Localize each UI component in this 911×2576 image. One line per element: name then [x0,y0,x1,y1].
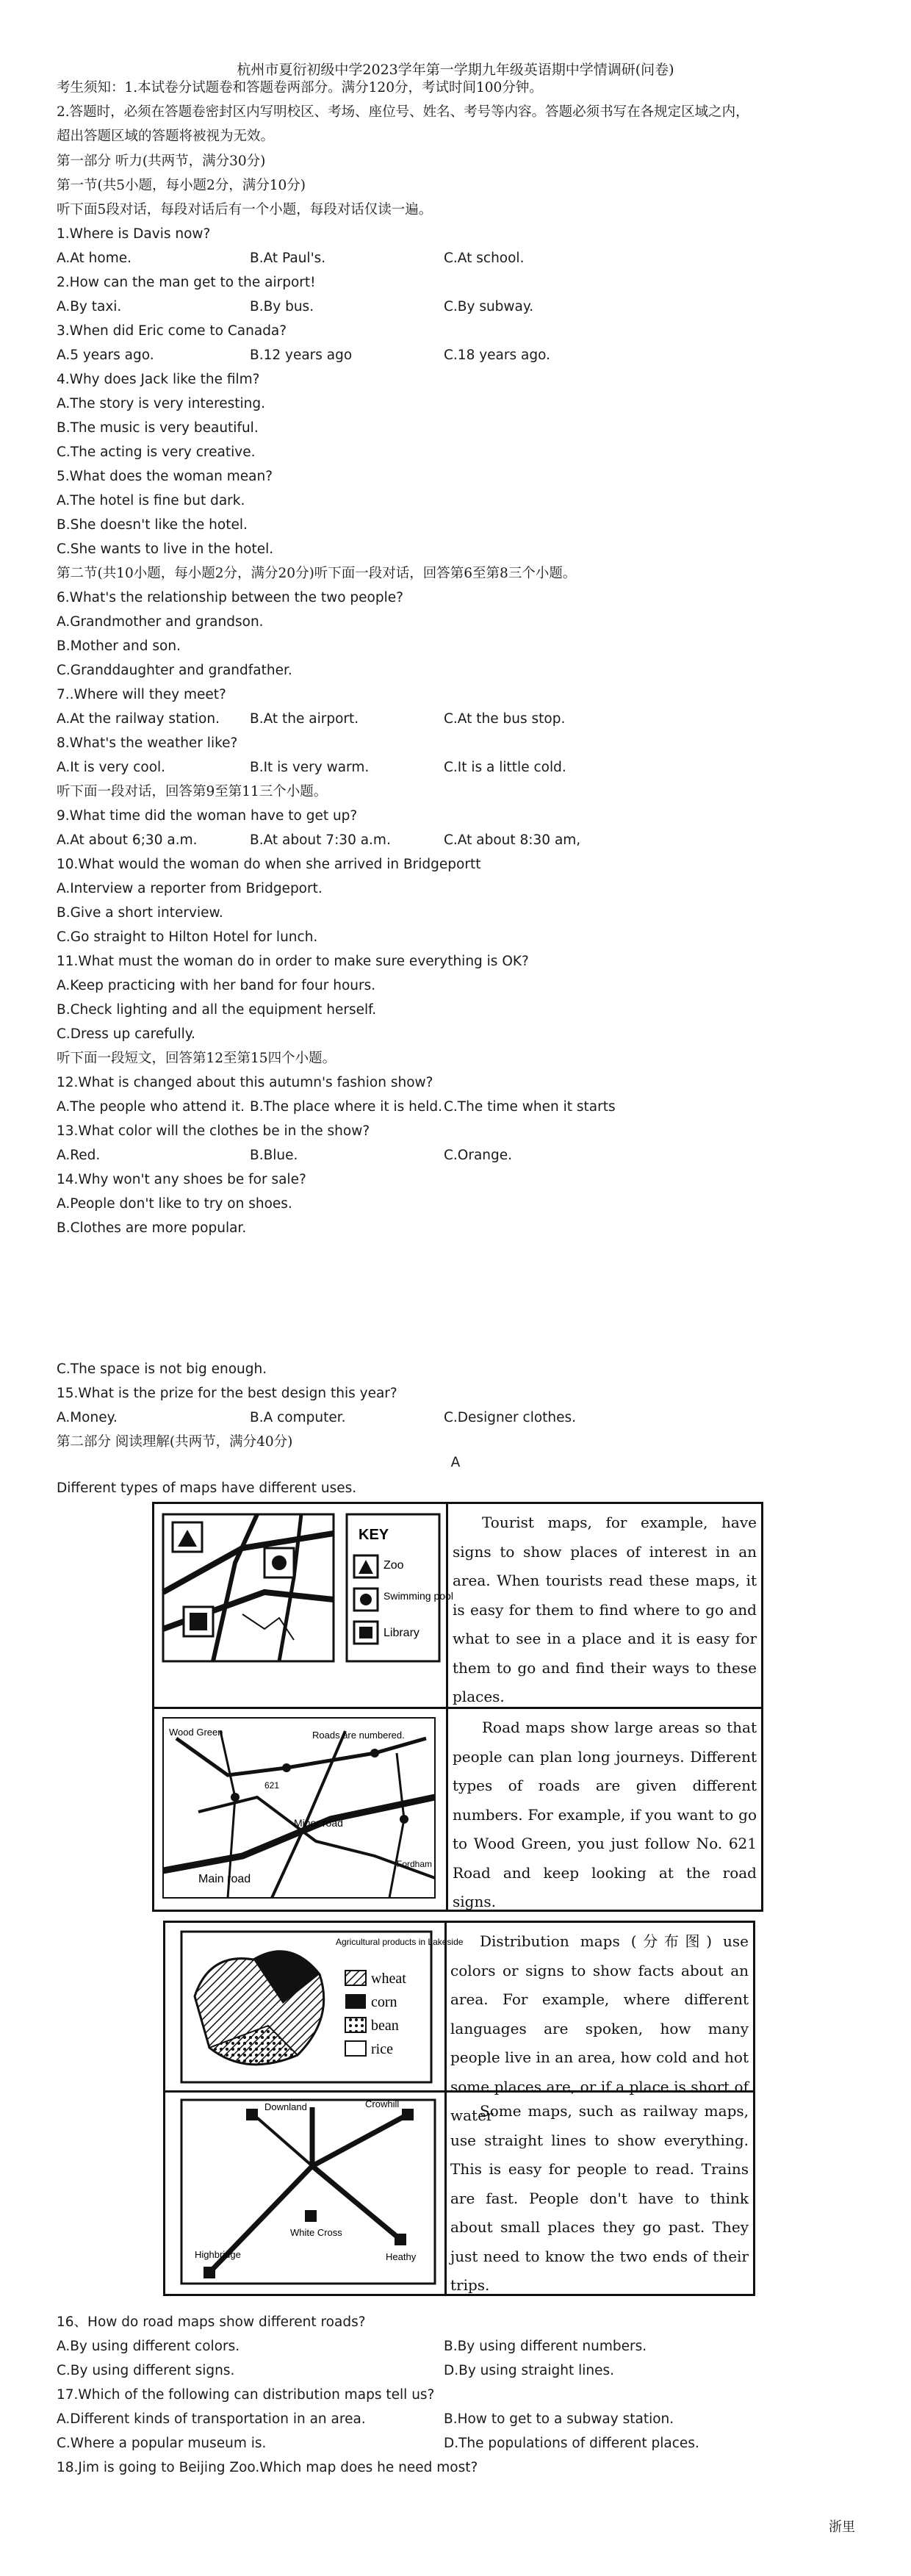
q10-option-a: A.Interview a reporter from Bridgeport. [57,881,323,896]
q15-option-b: B.A computer. [250,1410,346,1425]
tourist-map-drawing [154,1504,453,1707]
question-6: 6.What's the relationship between the two people? [57,590,403,605]
q12-option-a: A.The people who attend it. [57,1099,245,1115]
question-15: 15.What is the prize for the best design this year? [57,1386,397,1401]
q12-option-c: C.The time when it starts [444,1099,616,1115]
distribution-map-drawing [165,1923,464,2090]
part2-heading: 第二部分 阅读理解(共两节，满分40分) [57,1434,293,1450]
q11-option-b: B.Check lighting and all the equipment herself. [57,1002,377,1018]
q1-option-b: B.At Paul's. [250,251,326,266]
section2-heading: 第二节(共10小题，每小题2分，满分20分)听下面一段对话，回答第6至第8三个小题。 [57,566,577,581]
q7-option-a: A.At the railway station. [57,711,220,727]
q7-option-c: C.At the bus stop. [444,711,566,727]
part1-heading: 第一部分 听力(共两节，满分30分) [57,154,266,169]
map-key-zoo: Zoo [384,1559,404,1572]
q17-option-a: A.Different kinds of transportation in an area. [57,2411,366,2427]
question-5: 5.What does the woman mean? [57,469,273,484]
question-4: 4.Why does Jack like the film? [57,372,260,387]
label-road-number: 621 [264,1780,280,1791]
q14-option-c: C.The space is not big enough. [57,1361,267,1377]
railway-map-drawing [165,2093,444,2294]
q3-option-b: B.12 years ago [250,348,353,363]
section1-heading: 第一节(共5小题，每小题2分，满分10分) [57,178,306,193]
q2-option-a: A.By taxi. [57,299,122,314]
q2-option-c: C.By subway. [444,299,534,314]
q9-option-a: A.At about 6;30 a.m. [57,832,198,848]
map-key-pool: Swimming pool [384,1590,453,1602]
legend-bean: bean [371,2018,399,2034]
q4-option-c: C.The acting is very creative. [57,445,256,460]
q8-option-c: C.It is a little cold. [444,760,566,775]
q2-option-b: B.By bus. [250,299,314,314]
maps-panel-upper [152,1502,763,1912]
legend-rice: rice [371,2041,393,2057]
label-main-road: Main road [198,1873,251,1885]
q4-option-b: B.The music is very beautiful. [57,420,259,436]
tourist-map [154,1504,453,1707]
q12-option-b: B.The place where it is held. [250,1099,443,1115]
passage-intro: Different types of maps have different uses. [57,1481,357,1496]
label-wood-green: Wood Green [169,1727,223,1738]
q8-option-a: A.It is very cool. [57,760,166,775]
passage-label: A [450,1455,461,1470]
station-downland: Downland [264,2101,307,2112]
question-13: 13.What color will the clothes be in the show? [57,1123,370,1139]
question-12: 12.What is changed about this autumn's fashion show? [57,1075,433,1090]
road-map-text: Road maps show large areas so that people can plan long journeys. Different types of roads are given different numbers. For example, if you want to go to Wood Green, you just follow No. 621 Road and keep looking at the road signs. [453,1719,757,1910]
q17-option-c: C.Where a popular museum is. [57,2436,267,2451]
q5-option-c: C.She wants to live in the hotel. [57,542,274,557]
station-white-cross: White Cross [290,2227,342,2238]
label-roads-numbered: Roads are numbered. [312,1730,405,1741]
question-10: 10.What would the woman do when she arrived in Bridgeportt [57,857,481,872]
q11-option-c: C.Dress up carefully. [57,1026,195,1042]
question-11: 11.What must the woman do in order to make sure everything is OK? [57,954,529,969]
distribution-heading: Agricultural products in Lakeside [336,1937,464,1947]
q16-option-b: B.By using different numbers. [444,2339,647,2354]
question-9: 9.What time did the woman have to get up? [57,808,358,824]
label-fordham: Fordham [397,1859,433,1869]
railway-map [165,2093,447,2294]
exam-title: 杭州市夏衍初级中学2023学年第一学期九年级英语期中学情调研(问卷) [237,62,674,78]
q5-option-b: B.She doesn't like the hotel. [57,517,248,533]
q13-option-c: C.Orange. [444,1148,513,1163]
q13-option-a: A.Red. [57,1148,101,1163]
road-map-drawing [154,1709,446,1910]
q10-option-c: C.Go straight to Hilton Hotel for lunch. [57,929,318,945]
q16-option-d: D.By using straight lines. [444,2363,614,2378]
legend-corn: corn [371,1994,397,2010]
q1-option-a: A.At home. [57,251,132,266]
notice-line-1: 考生须知：1.本试卷分试题卷和答题卷两部分。满分120分，考试时间100分钟。 [57,80,543,96]
q17-option-b: B.How to get to a subway station. [444,2411,674,2427]
question-1: 1.Where is Davis now? [57,226,211,242]
map-key-library: Library [384,1627,420,1639]
tourist-map-text: Tourist maps, for example, have signs to show places of interest in an area. When tourists read these maps, it is easy for them to find where to go and what to see in a place and it is easy for them to go and find their ways to these places. [453,1514,757,1705]
question-2: 2.How can the man get to the airport! [57,275,316,290]
q14-option-a: A.People don't like to try on shoes. [57,1196,292,1212]
railway-map-text: Some maps, such as railway maps, use straight lines to show everything. This is easy for people to read. Trains are fast. People don't have to think about small places they go past. They just need to know the two ends of their trips. [450,2102,749,2294]
q3-option-c: C.18 years ago. [444,348,550,363]
q6-option-c: C.Granddaughter and grandfather. [57,663,292,678]
q15-option-c: C.Designer clothes. [444,1410,577,1425]
maps-panel-lower [163,1921,755,2296]
legend-wheat: wheat [371,1971,406,1987]
q5-option-a: A.The hotel is fine but dark. [57,493,245,508]
q6-option-b: B.Mother and son. [57,638,181,654]
q9-option-c: C.At about 8:30 am, [444,832,581,848]
question-18: 18.Jim is going to Beijing Zoo.Which map does he need most? [57,2460,478,2475]
question-8: 8.What's the weather like? [57,735,238,751]
question-17: 17.Which of the following can distribution maps tell us? [57,2387,435,2403]
notice-line-2: 2.答题时，必须在答题卷密封区内写明校区、考场、座位号、姓名、考号等内容。答题必须书写在各规定区域之内， [57,104,749,120]
q17-option-d: D.The populations of different places. [444,2436,699,2451]
q10-option-b: B.Give a short interview. [57,905,223,921]
label-minor-road: Minor road [294,1817,343,1829]
page-footer: 浙里 [829,2519,855,2535]
q3-option-a: A.5 years ago. [57,348,154,363]
q13-option-b: B.Blue. [250,1148,298,1163]
section1-instruction: 听下面5段对话，每段对话后有一个小题，每段对话仅读一遍。 [57,202,433,217]
map-key-label: KEY [359,1527,389,1543]
distribution-map-text: Distribution maps (分布图) use colors or signs to show facts about an area. For example, where different languages are spoken, how many people live in an area, how cold and hot some places are, or if a place is short of water [450,1932,749,2124]
station-crowhill: Crowhill [365,2098,400,2109]
instruction-9-11: 听下面一段对话，回答第9至第11三个小题。 [57,784,328,799]
q8-option-b: B.It is very warm. [250,760,370,775]
q16-option-a: A.By using different colors. [57,2339,240,2354]
q14-option-b: B.Clothes are more popular. [57,1220,247,1236]
q6-option-a: A.Grandmother and grandson. [57,614,264,630]
q4-option-a: A.The story is very interesting. [57,396,266,411]
q7-option-b: B.At the airport. [250,711,359,727]
notice-line-3: 超出答题区域的答题将被视为无效。 [57,129,275,144]
q15-option-a: A.Money. [57,1410,118,1425]
distribution-map [165,1923,464,2090]
question-16: 16、How do road maps show different roads? [57,2314,366,2330]
instruction-12-15: 听下面一段短文，回答第12至第15四个小题。 [57,1051,336,1066]
question-14: 14.Why won't any shoes be for sale? [57,1172,306,1187]
question-7: 7..Where will they meet? [57,687,226,702]
q16-option-c: C.By using different signs. [57,2363,235,2378]
station-highbridge: Highbridge [195,2249,241,2260]
question-3: 3.When did Eric come to Canada? [57,323,287,339]
q9-option-b: B.At about 7:30 a.m. [250,832,391,848]
q1-option-c: C.At school. [444,251,525,266]
road-map [154,1709,448,1910]
station-heathy: Heathy [386,2251,417,2262]
q11-option-a: A.Keep practicing with her band for four hours. [57,978,376,993]
